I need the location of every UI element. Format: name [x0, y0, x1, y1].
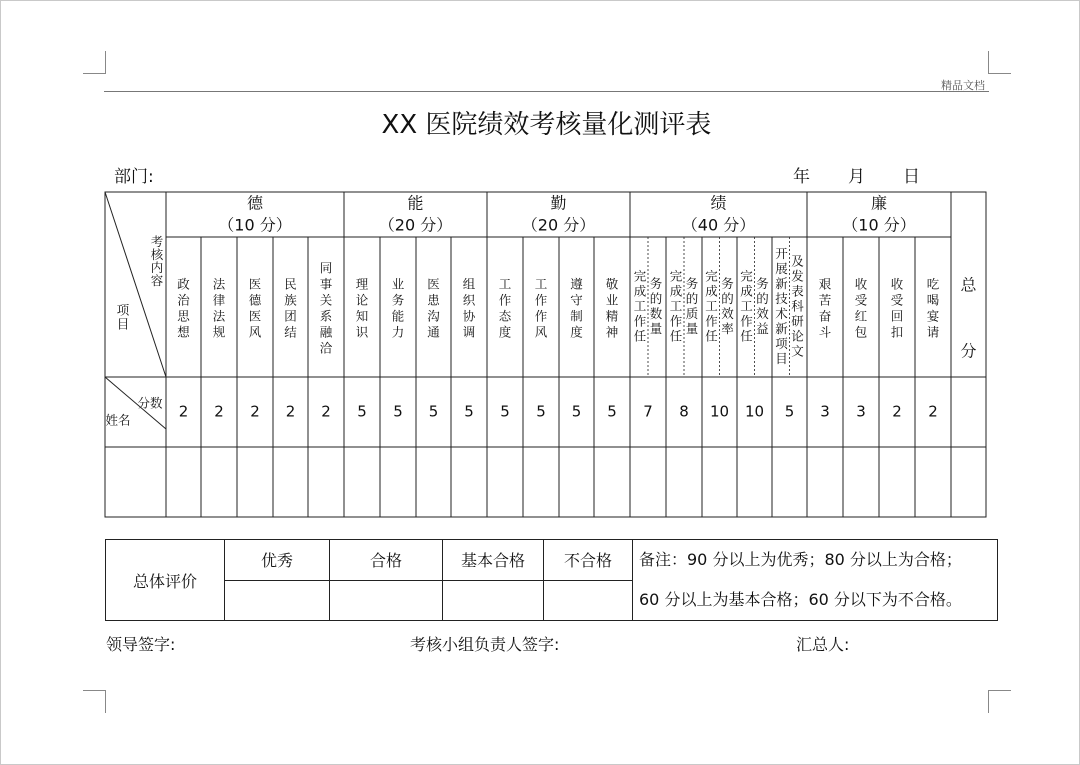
item-label-4-char: 同 [319, 260, 333, 276]
item-label-13-a-char: 成 [633, 283, 647, 299]
item-label-13-a-char: 作 [633, 313, 647, 329]
item-label-0 [177, 277, 190, 340]
item-label-13-a [634, 269, 647, 344]
item-label-7-char: 通 [427, 324, 440, 340]
date-month-label: 月 [848, 167, 865, 187]
item-label-16-b-char: 务 [756, 276, 769, 291]
item-label-9-char: 度 [498, 324, 512, 340]
item-label-16-a-char: 完 [740, 268, 753, 284]
item-label-16-a-char: 作 [740, 313, 753, 329]
item-label-15-b-char: 的 [721, 291, 734, 306]
item-label-11 [570, 277, 583, 340]
group-points-4: （10 分） [842, 215, 916, 235]
grade-fail-input[interactable] [544, 580, 633, 621]
item-label-13-b-char: 务 [649, 276, 663, 291]
item-label-13-b-char: 量 [649, 321, 663, 336]
item-label-18-char: 艰 [818, 276, 832, 292]
diag-header-bottom-char: 目 [116, 316, 130, 332]
item-label-14-b-char: 量 [685, 321, 699, 336]
diag-header-top-char: 内 [150, 260, 164, 275]
item-label-2-char: 风 [248, 324, 262, 340]
item-score-4: 2 [321, 402, 331, 421]
item-label-16-a [740, 269, 753, 344]
item-score-14: 8 [679, 402, 689, 421]
item-label-20 [891, 277, 904, 340]
header-label: 精品文档 [941, 79, 985, 92]
item-label-10-char: 作 [534, 308, 548, 324]
team-leader-signature-label: 考核小组负责人签字: [410, 635, 560, 654]
item-label-21-char: 吃 [926, 276, 940, 292]
diag-score-top: 分数 [137, 395, 163, 411]
item-label-18-char: 奋 [818, 308, 832, 324]
item-label-16-a-char: 成 [740, 283, 753, 299]
item-label-5-char: 理 [355, 276, 369, 292]
item-label-11-char: 制 [570, 308, 583, 324]
item-label-17-b [791, 254, 804, 359]
grade-basic-pass-input[interactable] [443, 580, 544, 621]
overall-evaluation-label: 总体评价 [106, 540, 225, 621]
diag-header-top-char: 考 [150, 234, 164, 249]
item-label-18 [819, 277, 832, 340]
item-label-12-char: 敬 [605, 276, 619, 292]
item-label-14-a-char: 任 [669, 328, 683, 344]
item-label-15-a-char: 完 [705, 268, 718, 284]
item-score-9: 5 [500, 402, 510, 421]
item-label-6-char: 能 [391, 308, 405, 324]
item-score-17: 5 [784, 402, 795, 421]
item-label-12-char: 精 [605, 308, 619, 324]
item-label-16-a-char: 任 [740, 328, 753, 344]
item-label-15-b-char: 率 [721, 321, 734, 336]
item-label-17-b-char: 发 [791, 268, 804, 284]
grade-excellent-input[interactable] [225, 580, 330, 621]
item-label-15-b-char: 效 [721, 306, 734, 321]
item-label-21 [927, 277, 940, 340]
grade-excellent: 优秀 [225, 540, 330, 581]
item-score-18: 3 [820, 402, 830, 421]
document-title: XX 医院绩效考核量化测评表 [381, 110, 712, 140]
item-label-10-char: 工 [534, 276, 548, 292]
total-label-bottom: 分 [960, 341, 977, 361]
group-name-1: 能 [407, 193, 424, 213]
summarizer-label: 汇总人: [796, 635, 850, 654]
item-label-21-char: 请 [926, 324, 940, 340]
grading-note [633, 540, 998, 621]
item-label-12-char: 神 [605, 324, 619, 340]
grade-fail: 不合格 [544, 540, 633, 581]
item-label-15-a-char: 任 [705, 328, 718, 344]
item-label-12-char: 业 [605, 292, 619, 308]
diag-header-bottom-char: 项 [116, 302, 130, 318]
item-score-1: 2 [214, 402, 224, 421]
item-label-6-char: 务 [391, 292, 405, 308]
item-label-1-char: 律 [212, 292, 226, 308]
item-label-15-b [721, 276, 734, 336]
item-label-3-char: 族 [284, 292, 297, 308]
item-label-8 [463, 277, 476, 340]
item-label-2-char: 医 [248, 276, 262, 292]
item-label-3-char: 结 [284, 324, 297, 340]
item-label-18-char: 斗 [818, 324, 832, 340]
item-label-3-char: 团 [284, 308, 297, 324]
item-label-6-char: 力 [391, 324, 405, 340]
item-label-16-b [756, 276, 769, 336]
item-label-17-b-char: 文 [791, 343, 804, 359]
item-label-20-char: 受 [890, 292, 904, 308]
item-label-5-char: 论 [355, 292, 369, 308]
item-label-16-b-char: 效 [756, 306, 769, 321]
item-score-15: 10 [709, 402, 730, 421]
item-label-19 [855, 277, 868, 340]
item-label-17-b-char: 论 [791, 328, 804, 344]
item-label-14-a-char: 完 [669, 268, 683, 284]
item-label-15-a-char: 工 [705, 298, 718, 314]
item-label-16-b-char: 的 [756, 291, 769, 306]
item-label-10-char: 风 [534, 324, 548, 340]
item-score-10: 5 [536, 402, 546, 421]
item-label-0-char: 想 [177, 324, 190, 340]
item-label-9-char: 态 [498, 308, 512, 324]
item-label-15-a-char: 成 [705, 283, 718, 299]
item-label-21-char: 宴 [926, 308, 940, 324]
item-label-2-char: 医 [248, 308, 262, 324]
item-score-2: 2 [250, 402, 260, 421]
item-score-19: 3 [856, 402, 866, 421]
item-label-14-b [686, 276, 699, 336]
item-label-14-a-char: 工 [669, 298, 683, 314]
item-label-3-char: 民 [284, 276, 297, 292]
item-label-17-a [775, 246, 788, 366]
item-score-0: 2 [178, 402, 189, 421]
item-label-15-b-char: 务 [721, 276, 734, 291]
item-label-9-char: 工 [498, 276, 512, 292]
item-label-7 [427, 277, 440, 340]
item-label-18-char: 苦 [818, 292, 832, 308]
item-label-9 [499, 277, 512, 340]
item-score-7: 5 [428, 402, 439, 421]
item-label-17-b-char: 表 [791, 283, 804, 299]
total-label-top: 总 [960, 275, 977, 295]
item-label-13-a-char: 任 [633, 328, 647, 344]
item-label-16-a-char: 工 [740, 298, 753, 314]
diag-header-top [151, 234, 164, 288]
group-name-0: 德 [246, 193, 264, 213]
item-score-16: 10 [744, 402, 765, 421]
item-label-17-b-char: 及 [791, 253, 804, 269]
item-label-10-char: 作 [534, 292, 548, 308]
grade-pass: 合格 [330, 540, 443, 581]
item-label-17-b-char: 科 [791, 298, 804, 314]
summary-table [105, 539, 998, 621]
item-label-6-char: 业 [391, 276, 405, 292]
item-label-15-a-char: 作 [705, 313, 718, 329]
group-points-2: （20 分） [521, 215, 596, 235]
item-label-14-a [670, 269, 683, 344]
item-score-3: 2 [285, 402, 296, 421]
item-label-17-a-char: 新 [775, 276, 788, 291]
group-points-0: （10 分） [218, 215, 292, 235]
diag-header-top-char: 核 [150, 247, 164, 262]
item-label-21-char: 喝 [926, 292, 940, 308]
item-label-20-char: 扣 [890, 324, 904, 340]
item-label-1 [213, 277, 226, 340]
item-label-8-char: 协 [462, 308, 476, 324]
item-label-17-a-char: 术 [775, 306, 788, 321]
item-score-5: 5 [357, 402, 367, 421]
leader-signature-label: 领导签字: [106, 635, 176, 654]
group-name-2: 勤 [550, 193, 567, 213]
item-label-14-b-char: 务 [685, 276, 699, 291]
item-label-1-char: 法 [212, 276, 226, 292]
item-label-13-b-char: 数 [649, 306, 663, 321]
item-label-8-char: 组 [462, 276, 476, 292]
grading-note-line-2: 60 分以上为基本合格；60 分以下为不合格。 [639, 590, 962, 609]
grading-note-line-1: 备注：90 分以上为优秀；80 分以上为合格； [639, 550, 962, 569]
item-label-16-b-char: 益 [756, 321, 769, 336]
item-score-8: 5 [464, 402, 474, 421]
item-label-17-a-char: 展 [775, 261, 788, 276]
item-label-14-b-char: 质 [685, 306, 699, 321]
item-label-1-char: 规 [212, 324, 226, 340]
item-label-10 [535, 277, 548, 340]
item-label-4-char: 系 [319, 308, 333, 324]
item-label-5 [356, 277, 369, 340]
item-label-0-char: 治 [177, 292, 190, 308]
item-label-1-char: 法 [212, 308, 226, 324]
item-score-6: 5 [393, 402, 403, 421]
item-label-0-char: 思 [177, 308, 190, 324]
group-name-3: 绩 [710, 193, 727, 213]
item-label-5-char: 识 [355, 324, 369, 340]
group-name-4: 廉 [870, 193, 888, 213]
item-label-4-char: 关 [319, 292, 333, 308]
item-label-15-a [705, 269, 718, 344]
item-label-7-char: 患 [427, 292, 440, 308]
item-label-4-char: 融 [319, 324, 333, 340]
item-label-19-char: 红 [854, 308, 868, 324]
group-points-3: （40 分） [681, 215, 756, 235]
item-label-13-b-char: 的 [649, 291, 663, 306]
item-label-17-a-char: 目 [775, 351, 788, 366]
item-label-14-a-char: 成 [669, 283, 683, 299]
department-label: 部门: [114, 167, 154, 187]
item-label-4 [320, 261, 333, 356]
diag-score-bottom: 姓名 [105, 412, 131, 428]
item-score-21: 2 [928, 402, 938, 421]
item-label-9-char: 作 [498, 292, 512, 308]
date-year-label: 年 [793, 167, 810, 187]
item-label-14-b-char: 的 [685, 291, 699, 306]
item-label-17-a-char: 技 [775, 291, 788, 306]
item-label-11-char: 度 [570, 324, 583, 340]
item-label-13-a-char: 工 [633, 298, 647, 314]
item-label-19-char: 受 [854, 292, 868, 308]
item-label-8-char: 调 [462, 324, 476, 340]
grade-basic-pass: 基本合格 [443, 540, 544, 581]
item-label-2-char: 德 [248, 292, 262, 308]
item-label-17-a-char: 新 [775, 321, 788, 336]
diag-header-bottom [117, 303, 130, 332]
group-points-1: （20 分） [378, 215, 453, 235]
item-label-20-char: 收 [890, 276, 904, 292]
item-label-19-char: 收 [854, 276, 868, 292]
item-label-12 [606, 277, 619, 340]
item-label-4-char: 洽 [319, 340, 333, 356]
item-score-13: 7 [643, 402, 653, 421]
item-label-19-char: 包 [854, 324, 868, 340]
item-label-11-char: 守 [570, 292, 583, 308]
item-label-7-char: 医 [427, 276, 440, 292]
item-label-17-b-char: 研 [791, 313, 804, 329]
item-score-20: 2 [892, 402, 902, 421]
item-label-11-char: 遵 [570, 276, 583, 292]
item-label-14-a-char: 作 [669, 313, 683, 329]
item-label-4-char: 事 [319, 276, 333, 292]
item-label-2 [249, 277, 262, 340]
diag-header-top-char: 容 [150, 273, 164, 288]
item-score-11: 5 [571, 402, 582, 421]
item-score-12: 5 [607, 402, 617, 421]
item-label-3 [284, 277, 297, 340]
item-label-7-char: 沟 [427, 308, 440, 324]
date-day-label: 日 [903, 167, 920, 187]
item-label-13-b [650, 276, 663, 336]
item-label-13-a-char: 完 [633, 268, 647, 284]
grade-pass-input[interactable] [330, 580, 443, 621]
item-label-17-a-char: 项 [775, 336, 788, 351]
item-label-6 [392, 277, 405, 340]
item-label-0-char: 政 [177, 276, 190, 292]
item-label-8-char: 织 [462, 292, 476, 308]
item-label-17-a-char: 开 [775, 246, 788, 261]
item-label-20-char: 回 [890, 308, 904, 324]
item-label-5-char: 知 [355, 308, 369, 324]
